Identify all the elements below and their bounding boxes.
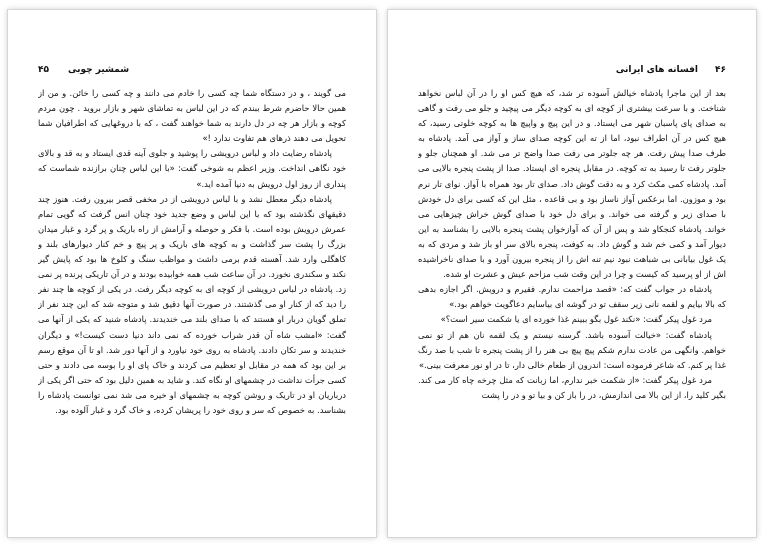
running-title: شمشیر چوبی	[68, 65, 130, 75]
running-head	[38, 65, 346, 79]
right-page	[388, 10, 756, 537]
body-text	[38, 86, 346, 523]
paragraph: پادشاه رضایت داد و لباس درویشی را پوشید و جلوی آینه قدی ایستاد و به قد و بالای خود نگاهی انداخت. وزیر اعظم به شوخی گفت: «با این لباس چنان برازنده شماست که پنداری از روز اول درویش به دنیا آمده اید.»	[38, 148, 346, 189]
left-page	[8, 10, 376, 537]
paragraph: مرد غول پیکر گفت: «نکند غول بگو ببینم غذا خورده ای یا شکمت سیر است؟»	[440, 314, 712, 325]
paragraph: مرد غول پیکر گفت: «از شکمت خبر ندارم، اما زبانت که مثل چرخه چاه کار می کند. بگیر کلید را، از این بالا می اندازمش، در را باز کن و بیا تو و در را پشت	[418, 374, 726, 400]
paragraph: پادشاه در جواب گفت که: «قصد مزاحمت ندارم. فقیرم و درویش. اگر اجازه بدهی که بالا بیایم و لقمه نانی زیر سقف تو در گوشه ای بیاسایم دعاگویت خواهم بود.»	[418, 284, 726, 310]
body-text	[418, 86, 726, 523]
paragraph: بعد از این ماجرا پادشاه خیالش آسوده تر شد، که هیچ کس او را در آن لباس نخواهد شناخت. و با سرعت بیشتری از کوچه ای به کوچه دیگر می پیچید و جلو می رفت و گاهی به صدای پای پاسبان شهر می ایستاد. و در این پیچ و واپیچ ها به کوچه خلوتی رسید، که هیچ کس در آن اطراف نبود، اما از ته این کوچه صدای ساز و آواز می آمد. پادشاه به طرف صدا پیش رفت. هر چه جلوتر می رفت صدا واضح تر می شد. او همچنان جلو و جلوتر رفت تا رسید به ته کوچه. در مقابل پنجره ای ایستاد. صدا از پشت پنجره بالایی می آمد. پادشاه کمی مکث کرد و به دقت گوش داد. صدای تار بود همراه با آواز. نوای تار نرم بود و موزون. اما برعکس آواز ناساز بود و بی قاعده ، مثل این که کسی برای دل خودش با صدای زیر و گرفته می خواند. و برای دل خود با صدای گوش خراش چیزهایی می خواند. پادشاه کنجکاو شد و پس از آن که آوازخوان پشت پنجره بالایی را بشناسد به این دیوار آمد و کمی خم شد و گوش داد. به کوفت، پنجره بالای سر او باز شد و مردی که به یک غول بیابانی بی شباهت نبود نیم تنه اش را از پنجره بیرون آورد و با صدای ناخراشیده اش از او پرسید که کیست و چرا در این وقت شب مزاحم عیش و عشرت او شده.	[418, 88, 726, 280]
page-number: ۴۶	[715, 65, 726, 75]
paragraph: پادشاه دیگر معطل نشد و با لباس درویشی از در مخفی قصر بیرون رفت. هنوز چند دقیقهای نگذشته بود که با این لباس و وضع جدید خود چنان انس گرفت که گویی تمام عمرش درویش بوده است. با فکر و حوصله و آرامش از راه باریک و پر گرد و غبار میدان بزرگ را پشت سر گذاشت و به کوچه های باریک و پر پیچ و خم کنار دیوارهای بلند و کاهگلی وارد شد. آهسته قدم برمی داشت و مواظب سنگ و کلوخ ها بود که پایش گیر نکند و سکندری نخورد. در آن ساعت شب همه خوابیده بودند و در آن تاریکی پرنده پر نمی زد. پادشاه در لباس درویشی از کوچه ای به کوچه دیگر رفت. در یکی از کوچه ها چند نفر را دید که از کنار او می گذشتند. در صورت آنها دقیق شد و متوجه شد که این چند نفر از تملق گویان دربار او هستند که با صدای بلند می خندیدند. پادشاه شنید که یکی از آنها می گفت: «امشب شاه آن قدر شراب خورده که نمی داند دنیا دست کیست!» و دیگران خندیدند و سر تکان دادند. پادشاه به روی خود نیاورد و از آنها دور شد. او تا آن موقع رسم بر این بود که همه در مقابل او تعظیم می کردند و خاک پای او را بوسه می دادند و حتی کسی جرأت نداشت در چشمهای او نگاه کند. و شاید به همین دلیل بود که حتی اگر یکی از درباریان او در تاریک و روشن کوچه به چشمهای او خیره می شد نمی توانست پادشاه را بشناسد. به خصوص که سر و روی خود را پریشان کرده، و خاک گرد و غبار آلوده بود.	[38, 193, 346, 415]
running-title: افسانه های ایرانی	[615, 65, 698, 75]
running-head	[418, 65, 726, 79]
paragraph: می گویند ، و در دستگاه شما چه کسی را خادم می دانند و چه کسی را خائن. و من از همین حالا حاضرم شرط ببندم که در این لباس به تماشای شهر و بازار بروید . چون مردم کوچه و بازار هر چه در دل دارند به شما خواهند گفت ، که با دروغهایی که اطرافیان شما تحویل می دهند ذرهای هم تفاوت ندارد !»	[38, 88, 346, 144]
page-number: ۴۵	[38, 65, 49, 75]
paragraph: پادشاه گفت: «خیالت آسوده باشد. گرسنه نیستم و یک لقمه نان هم از تو نمی خواهم. وانگهی من عادت ندارم شکم پیچ پیچ بی هنر را از پشت پنجره تا شب با صد رنگ غذا پر کنم. که شاعر فرموده است: اندرون از طعام خالی دار، تا در او نور معرفت بینی.»	[418, 329, 726, 370]
